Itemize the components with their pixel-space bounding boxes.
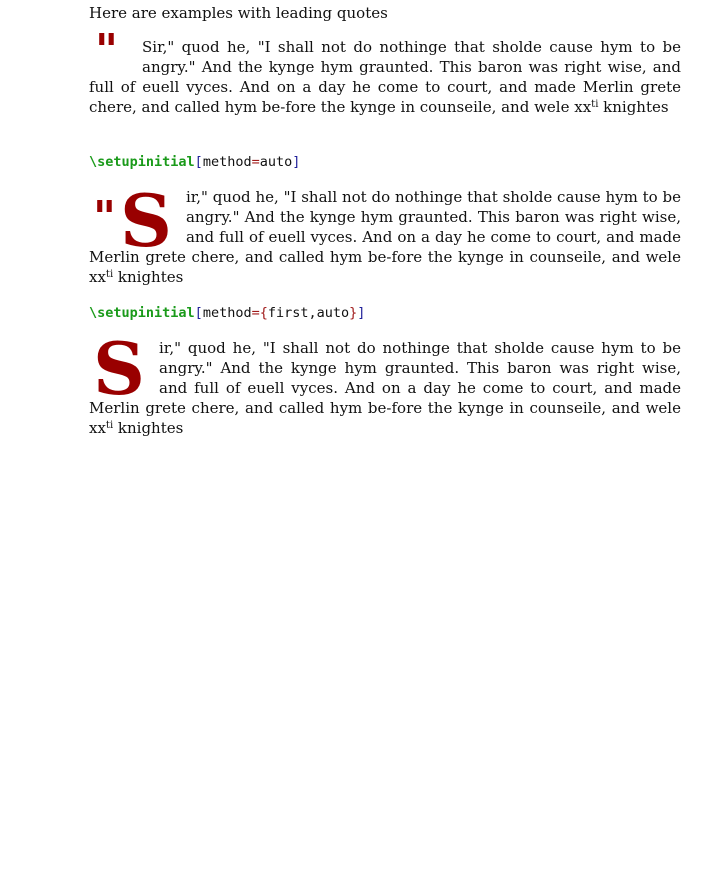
superscript: ti: [591, 99, 599, 110]
code-setupinitial-first-auto: [89, 304, 365, 322]
drop-initial-s: S: [93, 326, 145, 411]
example-paragraph-quote-only: [89, 25, 681, 117]
code-command: \setupinitial: [89, 305, 195, 321]
drop-initial-quote-s: [93, 178, 172, 263]
intro-text: Here are examples with leading quotes: [89, 4, 388, 22]
code-bracket-open: [: [194, 154, 203, 170]
drop-letter: S: [119, 178, 172, 263]
code-key: method: [202, 305, 252, 321]
code-command: \setupinitial: [89, 154, 195, 170]
code-value: auto: [259, 154, 293, 170]
drop-quote-mark: ": [93, 192, 114, 243]
code-equals: =: [251, 305, 260, 321]
code-setupinitial-auto: [89, 153, 300, 171]
superscript: ti: [105, 269, 114, 280]
code-bracket-open: [: [194, 305, 203, 321]
paragraph-body: ir," quod he, "I shall not do nothinge that sholde cause hym to be angry." And the kynge hym graunted. This baron was right wise, and full of euell vyces. And on a day he come to court, and made Merlin grete chere, and called hym be-fore the kynge in counseile, and wele xx: [89, 188, 681, 286]
code-key: method: [202, 154, 252, 170]
superscript: ti: [105, 420, 114, 431]
paragraph-tail: knightes: [113, 419, 184, 437]
paragraph-tail: knightes: [598, 98, 669, 116]
code-brace-open: {: [259, 305, 268, 321]
paragraph-tail: knightes: [113, 268, 184, 286]
example-paragraph-first-auto: [89, 326, 681, 438]
paragraph-body: ir," quod he, "I shall not do nothinge that sholde cause hym to be angry." And the kynge hym graunted. This baron was right wise, and full of euell vyces. And on a day he come to court, and made Merlin grete chere, and called hym be-fore the kynge in counseile, and wele xx: [89, 339, 681, 437]
code-value: first,auto: [267, 305, 350, 321]
code-bracket-close: ]: [357, 305, 366, 321]
code-bracket-close: ]: [292, 154, 301, 170]
paragraph-body: Sir," quod he, "I shall not do nothinge that sholde cause hym to be angry." And the kynge hym graunted. This baron was right wise, and full of euell vyces. And on a day he come to court, and made Merlin grete chere, and called hym be-fore the kynge in counseile, and wele xx: [89, 38, 681, 116]
example-paragraph-auto: [89, 178, 681, 287]
drop-initial-quote: ": [95, 25, 116, 76]
code-brace-close: }: [349, 305, 358, 321]
code-equals: =: [251, 154, 260, 170]
